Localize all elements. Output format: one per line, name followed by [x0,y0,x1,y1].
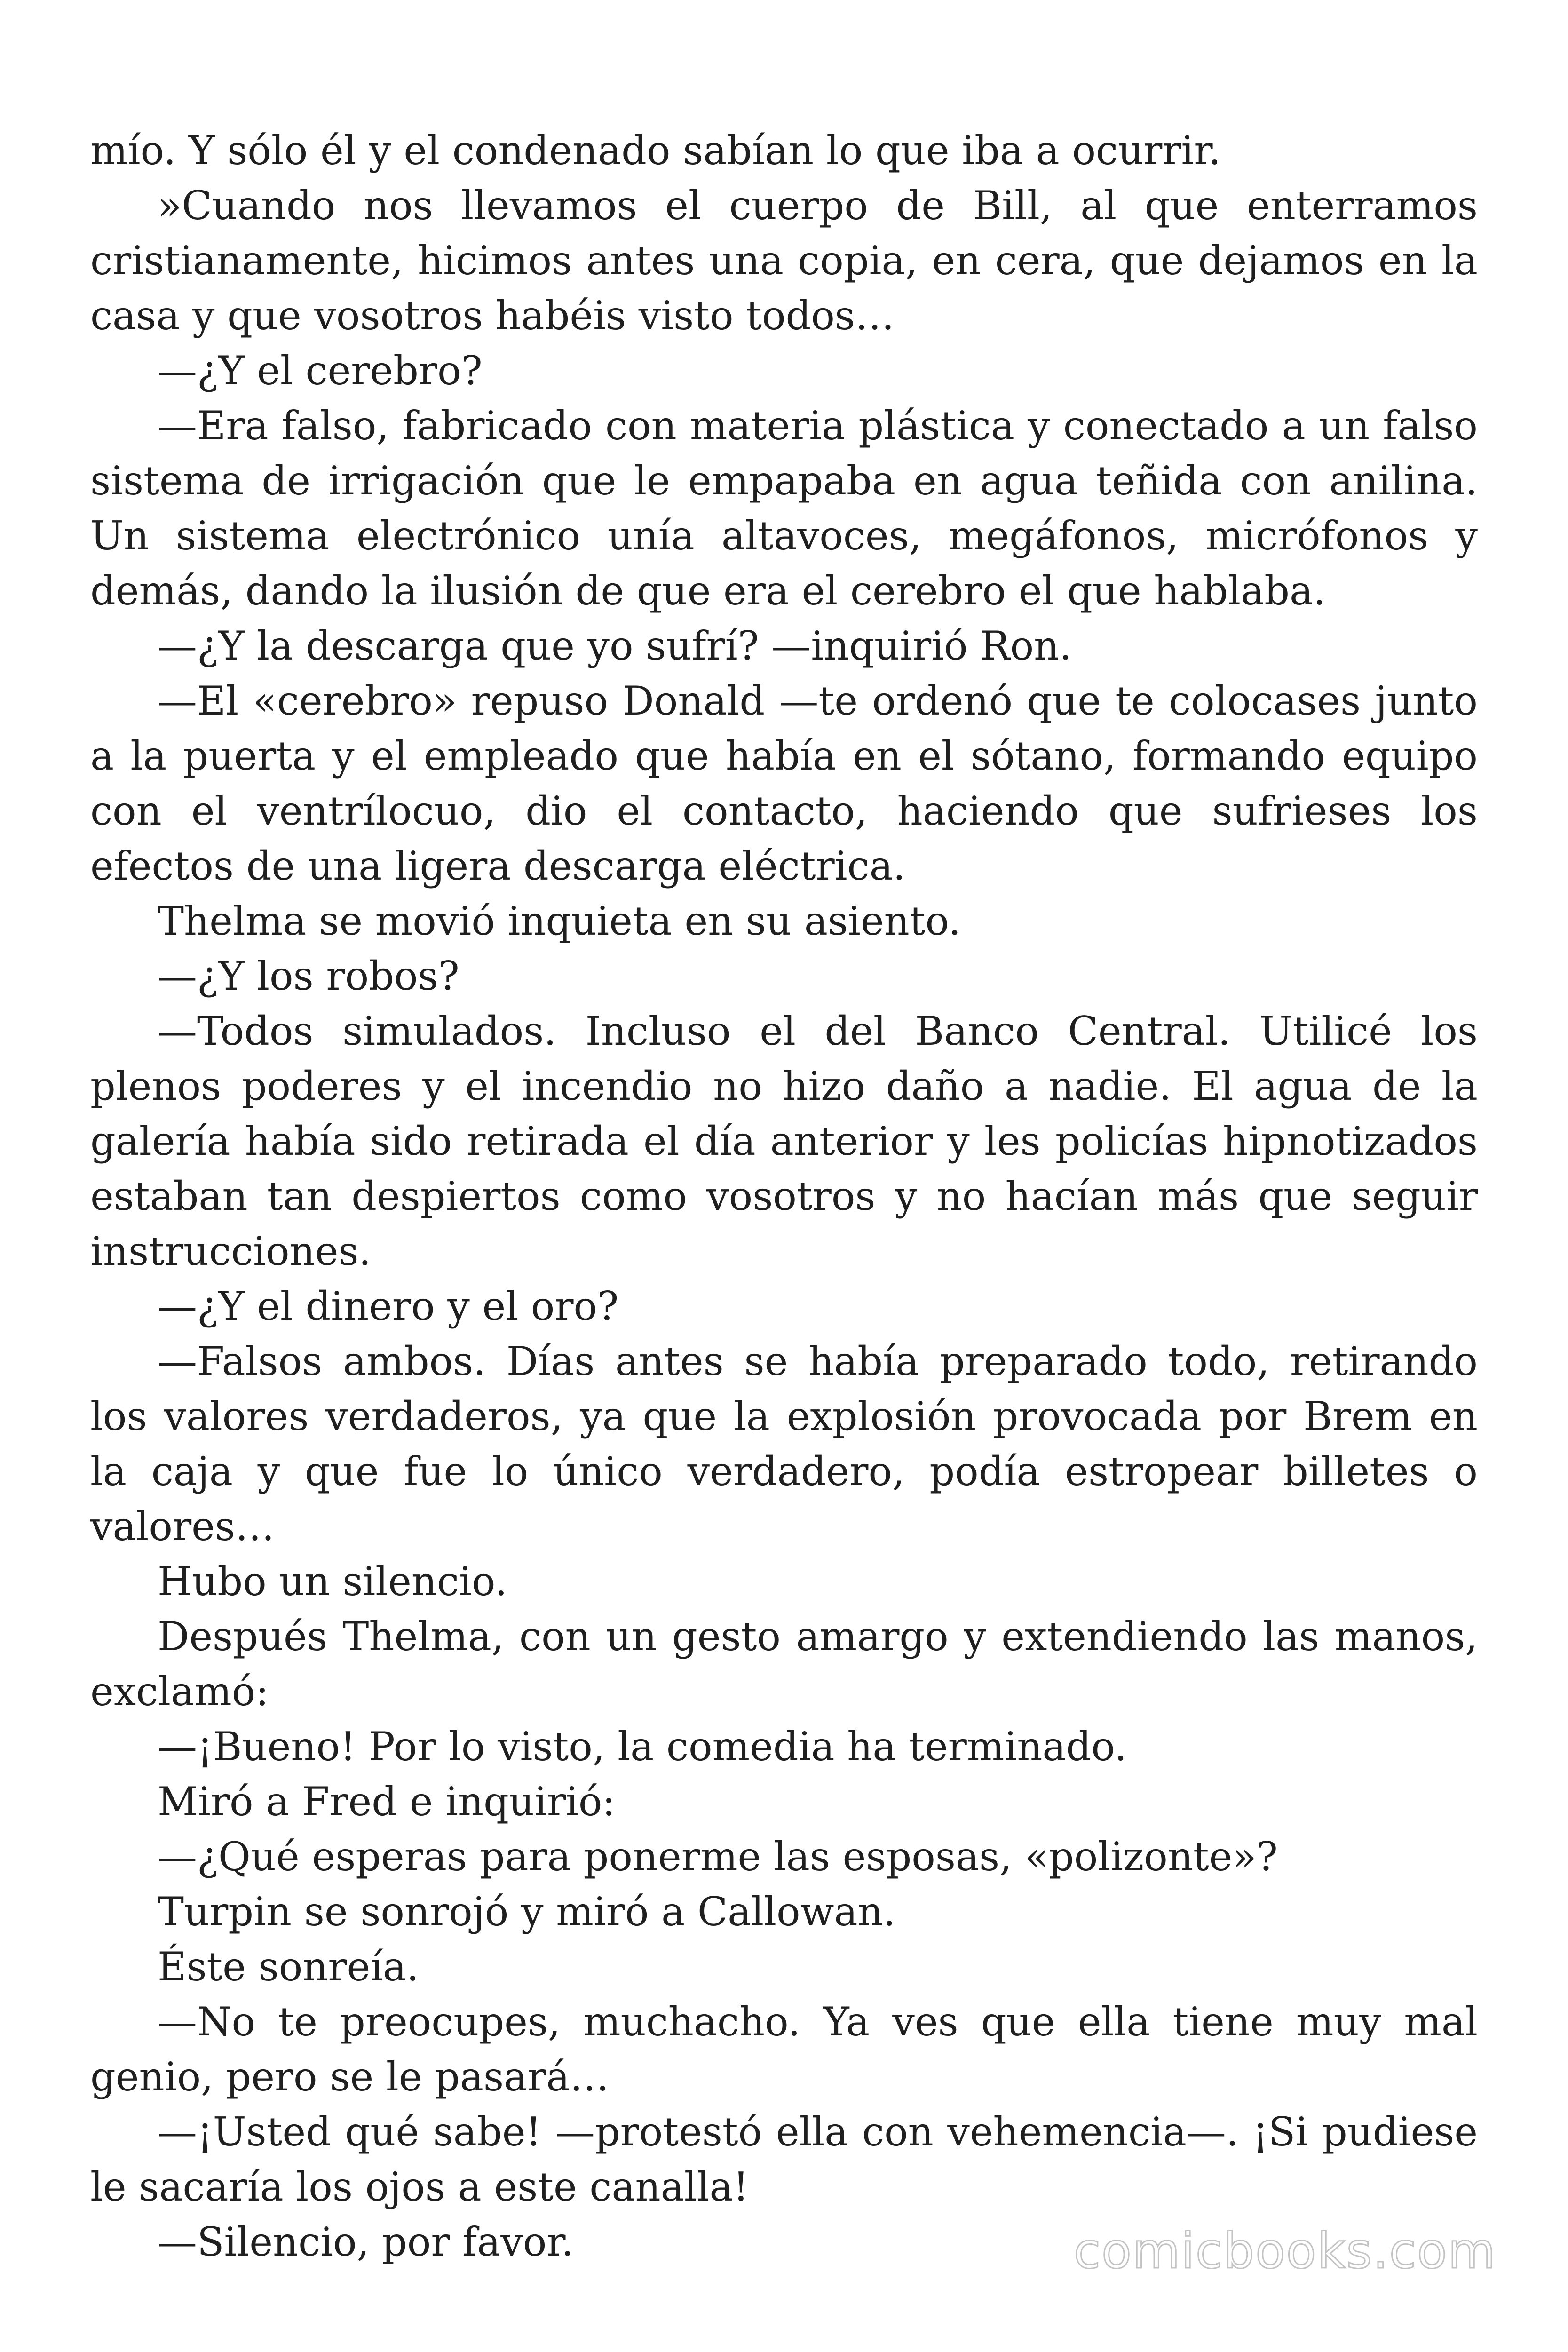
paragraph: —El «cerebro» repuso Donald —te ordenó que te colocases junto a la puerta y el empleado que había en el sótano, formando equipo con el ventrílocuo, dio el contacto, haciendo que sufrieses los efectos de una ligera descarga eléctrica. [90,678,1478,889]
paragraph: mío. Y sólo él y el condenado sabían lo que iba a ocurrir. [90,127,1221,174]
paragraph: —¡Usted qué sabe! —protestó ella con vehemencia—. ¡Si pudiese le sacaría los ojos a este canalla! [90,2109,1478,2210]
paragraph: Después Thelma, con un gesto amargo y extendiendo las manos, exclamó: [90,1613,1478,1715]
watermark: comicbooks.com [1073,2222,1497,2280]
paragraph: —¿Y la descarga que yo sufrí? —inquirió Ron. [158,623,1072,669]
book-page-text [90,123,1478,2270]
paragraph: —¿Y los robos? [158,953,459,999]
paragraph: »Cuando nos llevamos el cuerpo de Bill, al que enterramos cristianamente, hicimos antes una copia, en cera, que dejamos en la casa y que vosotros habéis visto todos… [90,183,1478,339]
paragraph: —Todos simulados. Incluso el del Banco Central. Utilicé los plenos poderes y el incendio no hizo daño a nadie. El agua de la galería había sido retirada el día anterior y les policías hipnotizados estaban tan despiertos como vosotros y no hacían más que seguir instrucciones. [90,1008,1478,1274]
paragraph: Éste sonreía. [158,1944,419,1990]
paragraph: —¿Y el dinero y el oro? [158,1283,619,1329]
paragraph: —¿Qué esperas para ponerme las esposas, «polizonte»? [158,1834,1278,1880]
paragraph: —Silencio, por favor. [158,2219,574,2265]
paragraph: —Era falso, fabricado con materia plástica y conectado a un falso sistema de irrigación que le empapaba en agua teñida con anilina. Un sistema electrónico unía altavoces, megáfonos, micrófonos y demás, dando la ilusión de que era el cerebro el que hablaba. [90,403,1478,614]
paragraph: —¿Y el cerebro? [158,348,483,394]
paragraph: —¡Bueno! Por lo visto, la comedia ha terminado. [158,1724,1127,1770]
paragraph: Hubo un silencio. [158,1558,507,1605]
paragraph: Thelma se movió inquieta en su asiento. [158,898,961,944]
paragraph: —Falsos ambos. Días antes se había preparado todo, retirando los valores verdaderos, ya que la explosión provocada por Brem en la caja y que fue lo único verdadero, podía estropear billetes o valores… [90,1338,1478,1549]
paragraph: Miró a Fred e inquirió: [158,1779,616,1825]
paragraph: —No te preocupes, muchacho. Ya ves que ella tiene muy mal genio, pero se le pasará… [90,1999,1478,2100]
paragraph: Turpin se sonrojó y miró a Callowan. [158,1889,896,1935]
